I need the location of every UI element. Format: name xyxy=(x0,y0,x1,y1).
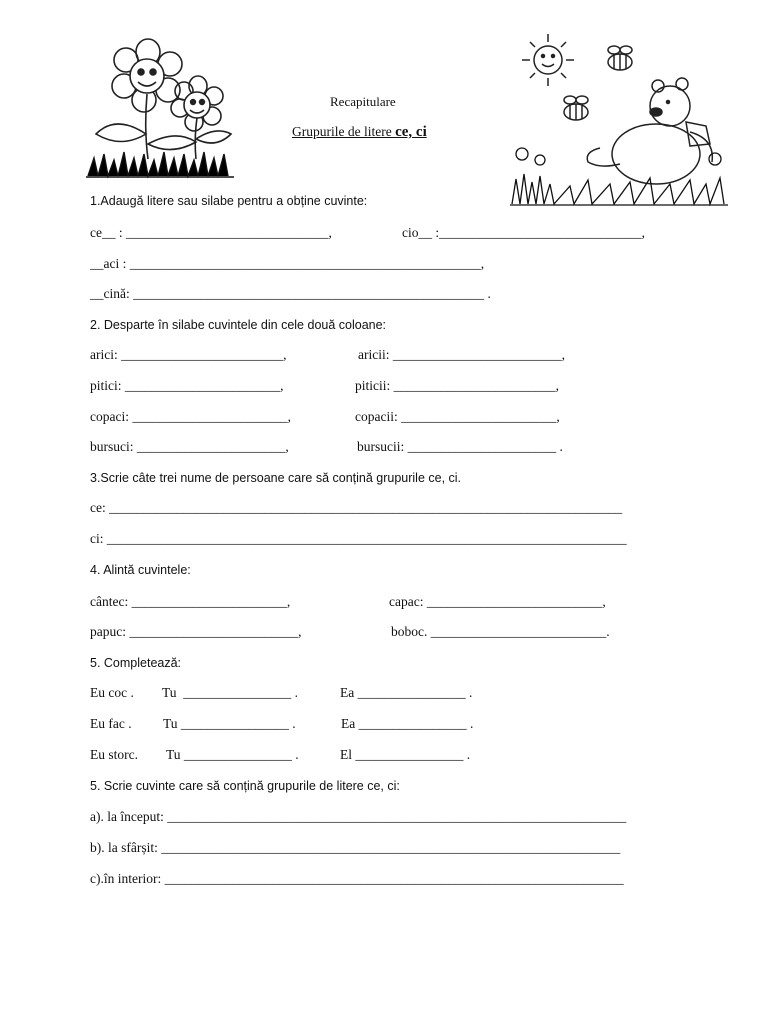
ex2-row4-left[interactable]: bursuci: ______________________, xyxy=(90,439,289,454)
ex3-row-ci[interactable]: ci: _____________________________________________________________________________ xyxy=(90,531,627,546)
ex1-row2[interactable]: __aci : ____________________________________________________, xyxy=(90,256,485,271)
ex5-row1-col2[interactable]: Tu ________________ . xyxy=(162,685,299,700)
ex5-row1-col1: Eu coc . xyxy=(90,685,134,700)
ex4-row1-left[interactable]: cântec: _______________________, xyxy=(90,594,291,609)
bear-garden-icon xyxy=(510,14,730,210)
ex4-instruction: 4. Alintă cuvintele: xyxy=(90,563,191,577)
page-title: Recapitulare xyxy=(330,94,396,109)
ex2-row1-right[interactable]: aricii: _________________________, xyxy=(358,347,565,362)
ex2-row2-right[interactable]: piticii: ________________________, xyxy=(355,378,559,393)
ex2-row1-left[interactable]: arici: ________________________, xyxy=(90,347,287,362)
ex2-row3-right[interactable]: copacii: _______________________, xyxy=(355,409,560,424)
ex5-row2-col2[interactable]: Tu ________________ . xyxy=(163,716,296,731)
ex5-row3-col3[interactable]: El ________________ . xyxy=(340,747,471,762)
page-subtitle xyxy=(292,124,427,141)
ex3-row-ce[interactable]: ce: ____________________________________________________________________________ xyxy=(90,500,623,515)
flowers-icon xyxy=(86,34,236,184)
ex5-row3-col1: Eu storc. xyxy=(90,747,138,762)
ex5-row1-col3[interactable]: Ea ________________ . xyxy=(340,685,473,700)
ex4-row2-left[interactable]: papuc: _________________________, xyxy=(90,624,302,639)
ex6-row-a[interactable]: a). la început: ____________________________________________________________________ xyxy=(90,809,627,824)
ex2-row2-left[interactable]: pitici: _______________________, xyxy=(90,378,284,393)
ex1-row1-right[interactable]: cio__ :______________________________, xyxy=(402,225,645,240)
subtitle-bold: ce, ci xyxy=(395,124,427,140)
ex6-row-c[interactable]: c).în interior: ____________________________________________________________________ xyxy=(90,871,624,886)
ex3-instruction: 3.Scrie câte trei nume de persoane care să conțină grupurile ce, ci. xyxy=(90,471,462,485)
ex1-instruction: 1.Adaugă litere sau silabe pentru a obține cuvinte: xyxy=(90,194,368,208)
ex1-row3[interactable]: __cină: ____________________________________________________ . xyxy=(90,286,491,301)
ex4-row2-right[interactable]: boboc. __________________________. xyxy=(391,624,610,639)
ex5-row2-col3[interactable]: Ea ________________ . xyxy=(341,716,474,731)
ex5-instruction: 5. Completează: xyxy=(90,656,182,670)
ex6-row-b[interactable]: b). la sfârșit: ____________________________________________________________________ xyxy=(90,840,621,855)
ex2-instruction: 2. Desparte în silabe cuvintele din cele două coloane: xyxy=(90,318,387,332)
subtitle-prefix: Grupurile de litere xyxy=(292,124,396,139)
ex5-row2-col1: Eu fac . xyxy=(90,716,132,731)
ex2-row3-left[interactable]: copaci: _______________________, xyxy=(90,409,291,424)
ex5-row3-col2[interactable]: Tu ________________ . xyxy=(166,747,299,762)
ex2-row4-right[interactable]: bursucii: ______________________ . xyxy=(357,439,563,454)
ex1-row1-left[interactable]: ce__ : ______________________________, xyxy=(90,225,332,240)
ex6-instruction: 5. Scrie cuvinte care să conțină grupurile de litere ce, ci: xyxy=(90,779,400,793)
ex4-row1-right[interactable]: capac: __________________________, xyxy=(389,594,606,609)
